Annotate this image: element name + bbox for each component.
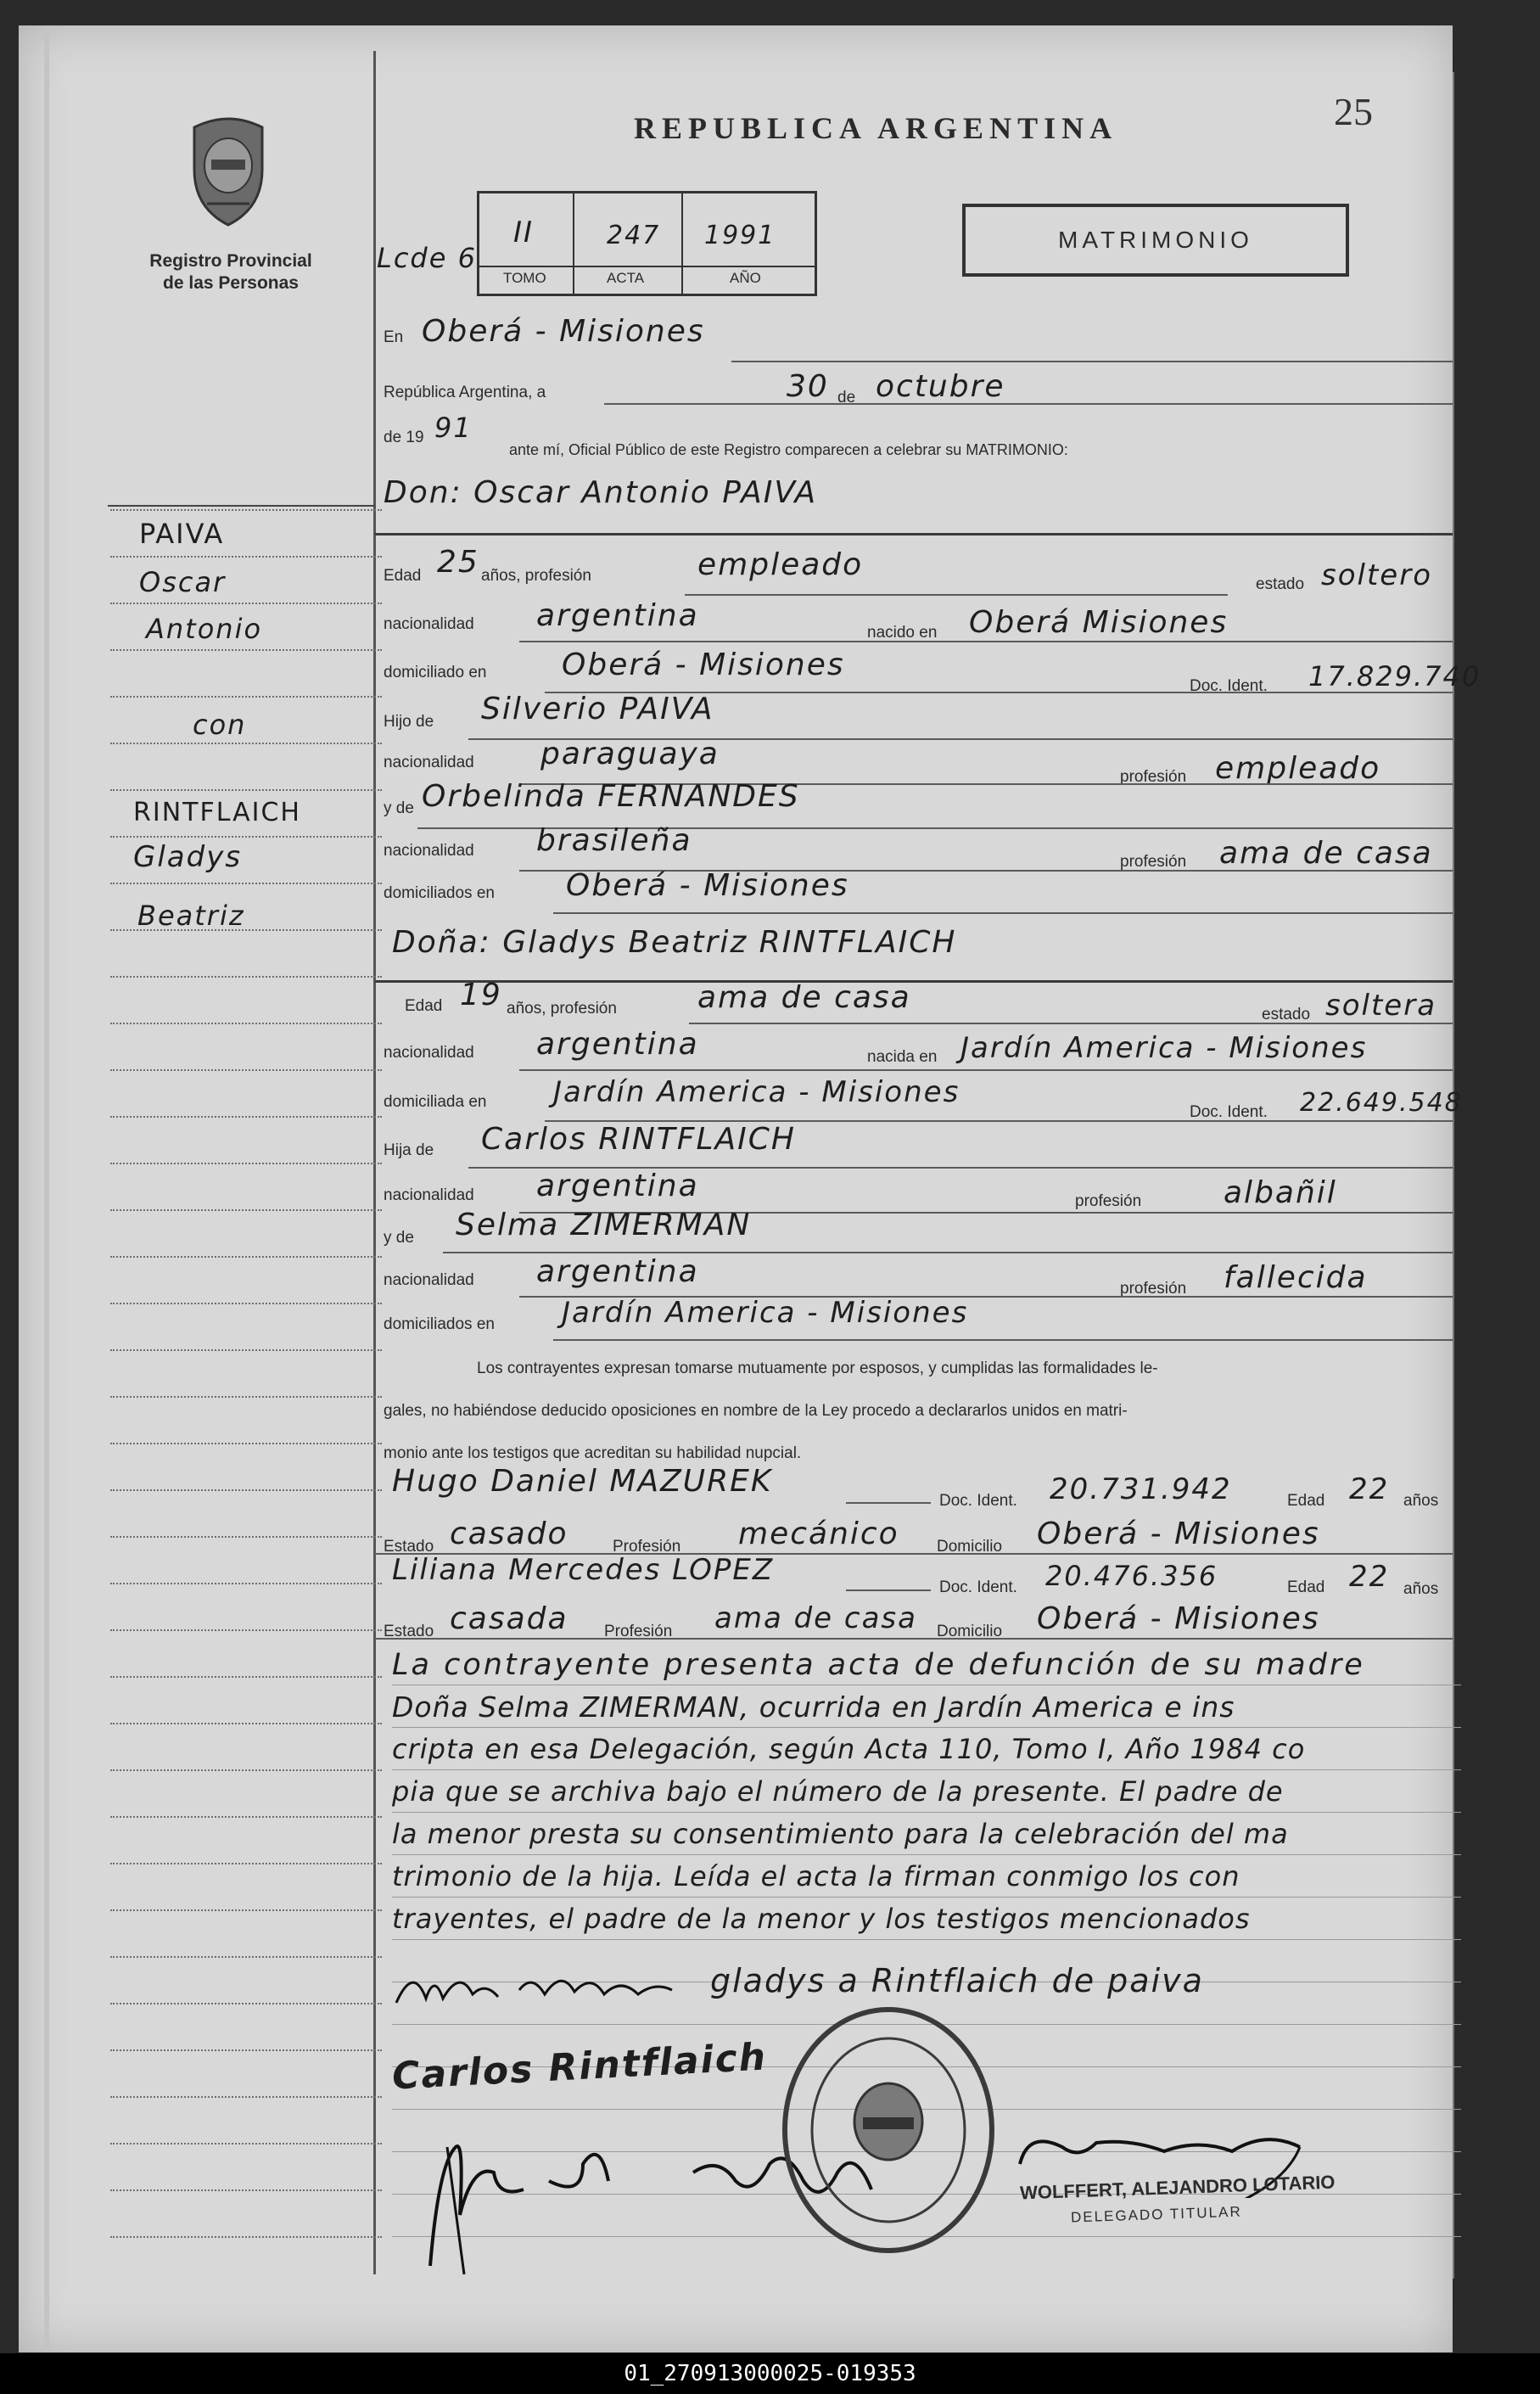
bride-padre-prof: albañil: [1224, 1175, 1337, 1210]
box-divider-1: [573, 193, 574, 294]
page-edge: [44, 25, 49, 2352]
coat-of-arms-emblem: [182, 110, 275, 233]
groom-hijo-label: Hijo de: [384, 713, 434, 731]
registry-name: [120, 250, 341, 294]
groom-padre: Silverio PAIVA: [481, 692, 714, 726]
groom-profesion: empleado: [697, 547, 864, 582]
country-title: REPUBLICA ARGENTINA: [634, 111, 1118, 145]
witness1-estado: casado: [450, 1517, 568, 1551]
tomo-label: TOMO: [503, 270, 546, 286]
groom-doc-label: Doc. Ident.: [1190, 677, 1268, 695]
bride-doc: 22.649.548: [1300, 1088, 1463, 1118]
witness2-edad-label: Edad: [1287, 1578, 1325, 1596]
registry-line-2: de las Personas: [163, 273, 299, 293]
note-line-5: la menor presta su consentimiento para la celebración del ma: [392, 1818, 1289, 1850]
image-code-bar: [0, 2353, 1540, 2394]
witness2-domicilio-label: Domicilio: [937, 1623, 1003, 1640]
witness2-estado-label: Estado: [384, 1623, 434, 1640]
margin-middle-name: Antonio: [146, 613, 263, 645]
groom-full-name: Don: Oscar Antonio PAIVA: [384, 475, 818, 510]
bride-padres-dom-label: domiciliados en: [384, 1315, 495, 1333]
groom-nac-label: nacionalidad: [384, 615, 474, 633]
witness2-anos-label: años: [1403, 1580, 1439, 1598]
witness1-edad: 22: [1349, 1472, 1390, 1506]
groom-padre-nac: paraguaya: [540, 737, 720, 771]
margin-bride-surname: RINTFLAICH: [133, 798, 301, 827]
groom-estado: soltero: [1321, 558, 1432, 592]
bride-madre-prof-label: profesión: [1120, 1280, 1187, 1298]
witness1-name: Hugo Daniel MAZUREK: [392, 1464, 773, 1499]
groom-profesion-label: años, profesión: [481, 567, 591, 585]
bride-edad-label: Edad: [405, 997, 443, 1015]
groom-madre-prof-label: profesión: [1120, 853, 1187, 871]
bride-nacida-label: nacida en: [867, 1048, 938, 1066]
groom-madre: Orbelinda FERNANDES: [422, 779, 800, 814]
year-prefix-label: de 19: [384, 429, 424, 446]
witness1-edad-label: Edad: [1287, 1492, 1325, 1510]
declaration-line-2: gales, no habiéndose deducido oposiciones en nombre de la Ley procedo a declararlos unidos en matri-: [384, 1402, 1128, 1420]
margin-first-name: Oscar: [139, 566, 227, 598]
witness1-domicilio: Oberá - Misiones: [1037, 1517, 1320, 1551]
officer-title: DELEGADO TITULAR: [1070, 2203, 1242, 2226]
registry-line-1: Registro Provincial: [149, 251, 312, 271]
de-label: de: [837, 389, 856, 406]
witness2-name: Liliana Mercedes LOPEZ: [392, 1553, 775, 1587]
statement-text: ante mí, Oficial Público de este Registro comparecen a celebrar su MATRIMONIO:: [509, 441, 1068, 458]
bride-full-name: Doña: Gladys Beatriz RINTFLAICH: [392, 925, 957, 960]
groom-nacido-label: nacido en: [867, 624, 938, 642]
bride-madre-prof: fallecida: [1224, 1260, 1368, 1295]
witness1-anos-label: años: [1403, 1492, 1439, 1510]
margin-bride-first: Gladys: [133, 840, 243, 874]
witness2-profesion: ama de casa: [714, 1601, 917, 1635]
witness1-estado-label: Estado: [384, 1538, 434, 1556]
bride-estado: soltera: [1325, 989, 1437, 1023]
bride-madre-label: y de: [384, 1229, 414, 1247]
page-number: 25: [1334, 90, 1373, 133]
witness1-profesion: mecánico: [738, 1517, 899, 1551]
bride-edad: 19: [460, 978, 502, 1012]
groom-padres-dom-label: domiciliados en: [384, 884, 495, 902]
witness2-edad: 22: [1349, 1560, 1390, 1594]
bride-domicilio: Jardín America - Misiones: [553, 1075, 960, 1109]
groom-nacido: Oberá Misiones: [969, 605, 1229, 640]
note-line-6: trimonio de la hija. Leída el acta la firman conmigo los con: [392, 1860, 1240, 1892]
groom-padre-prof-label: profesión: [1120, 768, 1187, 786]
bride-hija-label: Hija de: [384, 1141, 434, 1159]
box-divider-2: [681, 193, 683, 294]
groom-signature: [392, 1956, 731, 2028]
groom-dom-label: domiciliado en: [384, 664, 487, 681]
witness1-domicilio-label: Domicilio: [937, 1538, 1003, 1556]
bride-madre-nac-label: nacionalidad: [384, 1271, 474, 1289]
witness2-domicilio: Oberá - Misiones: [1037, 1601, 1320, 1636]
bride-padres-dom: Jardín America - Misiones: [562, 1296, 969, 1330]
margin-con: con: [193, 709, 247, 741]
republica-label: República Argentina, a: [384, 384, 546, 401]
record-id-values: [479, 193, 815, 261]
bride-padre-nac-label: nacionalidad: [384, 1186, 474, 1204]
book-code: Lcde 6: [377, 242, 477, 274]
note-line-7: trayentes, el padre de la menor y los testigos mencionados: [392, 1903, 1251, 1935]
anio-label: AÑO: [730, 270, 761, 286]
bride-profesion: ama de casa: [697, 980, 911, 1015]
note-line-4: pia que se archiva bajo el número de la presente. El padre de: [392, 1775, 1284, 1808]
groom-nacionalidad: argentina: [536, 598, 699, 633]
record-id-box: [477, 191, 817, 296]
witness2-doc-label: Doc. Ident.: [939, 1578, 1017, 1596]
note-line-2: Doña Selma ZIMERMAN, ocurrida en Jardín America e ins: [392, 1690, 1235, 1724]
bride-padre-nac: argentina: [536, 1169, 699, 1203]
note-line-3: cripta en esa Delegación, según Acta 110, Tomo I, Año 1984 co: [392, 1733, 1306, 1765]
groom-padres-dom: Oberá - Misiones: [566, 868, 849, 903]
declaration-line-3: monio ante los testigos que acreditan su habilidad nupcial.: [384, 1444, 802, 1462]
groom-padre-prof: empleado: [1215, 751, 1381, 786]
bride-dom-label: domiciliada en: [384, 1093, 487, 1111]
declaration-line-1: Los contrayentes expresan tomarse mutuamente por esposos, y cumplidas las formalidades le-: [477, 1360, 1158, 1377]
acta-value: 247: [607, 221, 661, 250]
record-type: MATRIMONIO: [1058, 227, 1253, 253]
year-suffix-value: 91: [434, 412, 473, 444]
box-divider-h: [479, 266, 815, 267]
en-label: En: [384, 328, 404, 346]
groom-madre-nac: brasileña: [536, 823, 692, 858]
anio-value: 1991: [704, 221, 776, 250]
register-page: [19, 25, 1481, 2352]
bride-nac-label: nacionalidad: [384, 1044, 474, 1062]
witness2-profesion-label: Profesión: [604, 1623, 673, 1640]
margin-bride-middle: Beatriz: [137, 900, 245, 932]
bride-madre-nac: argentina: [536, 1254, 699, 1289]
father-signature: Carlos Rintflaich: [390, 2035, 769, 2099]
groom-edad-label: Edad: [384, 567, 422, 585]
official-seal: [778, 2003, 999, 2262]
bride-madre: Selma ZIMERMAN: [456, 1208, 752, 1242]
image-code: 01_270913000025-019353: [624, 2361, 916, 2386]
witness1-profesion-label: Profesión: [613, 1538, 681, 1556]
bride-estado-label: estado: [1262, 1006, 1311, 1023]
tomo-value: II: [513, 216, 535, 249]
groom-estado-label: estado: [1256, 575, 1305, 593]
acta-label: ACTA: [607, 270, 645, 286]
note-line-1: La contrayente presenta acta de defunción de su madre: [392, 1648, 1365, 1682]
groom-padre-nac-label: nacionalidad: [384, 754, 474, 771]
record-type-box: [962, 204, 1349, 277]
margin-surname: PAIVA: [139, 518, 225, 550]
groom-madre-label: y de: [384, 799, 414, 817]
bride-profesion-label: años, profesión: [507, 1000, 617, 1018]
groom-madre-nac-label: nacionalidad: [384, 842, 474, 860]
bride-padre-prof-label: profesión: [1075, 1192, 1142, 1210]
officer-name: WOLFFERT, ALEJANDRO LOTARIO: [1019, 2171, 1336, 2204]
place-value: Oberá - Misiones: [422, 314, 705, 349]
day-value: 30: [787, 369, 829, 404]
witness2-doc: 20.476.356: [1045, 1560, 1218, 1592]
groom-doc: 17.829.740: [1308, 660, 1481, 692]
bride-padre: Carlos RINTFLAICH: [481, 1122, 796, 1157]
groom-madre-prof: ama de casa: [1219, 836, 1433, 871]
bride-doc-label: Doc. Ident.: [1190, 1103, 1268, 1121]
bride-nacida: Jardín America - Misiones: [960, 1031, 1368, 1065]
witness1-doc-label: Doc. Ident.: [939, 1492, 1017, 1510]
bride-nacionalidad: argentina: [536, 1027, 699, 1062]
groom-domicilio: Oberá - Misiones: [562, 648, 845, 682]
month-value: octubre: [876, 369, 1005, 404]
bride-signature: gladys a Rintflaich de paiva: [710, 1962, 1204, 1999]
right-border: [1453, 72, 1454, 2279]
witness1-doc: 20.731.942: [1050, 1472, 1232, 1506]
witness2-estado: casada: [450, 1601, 568, 1636]
groom-edad: 25: [437, 545, 479, 580]
